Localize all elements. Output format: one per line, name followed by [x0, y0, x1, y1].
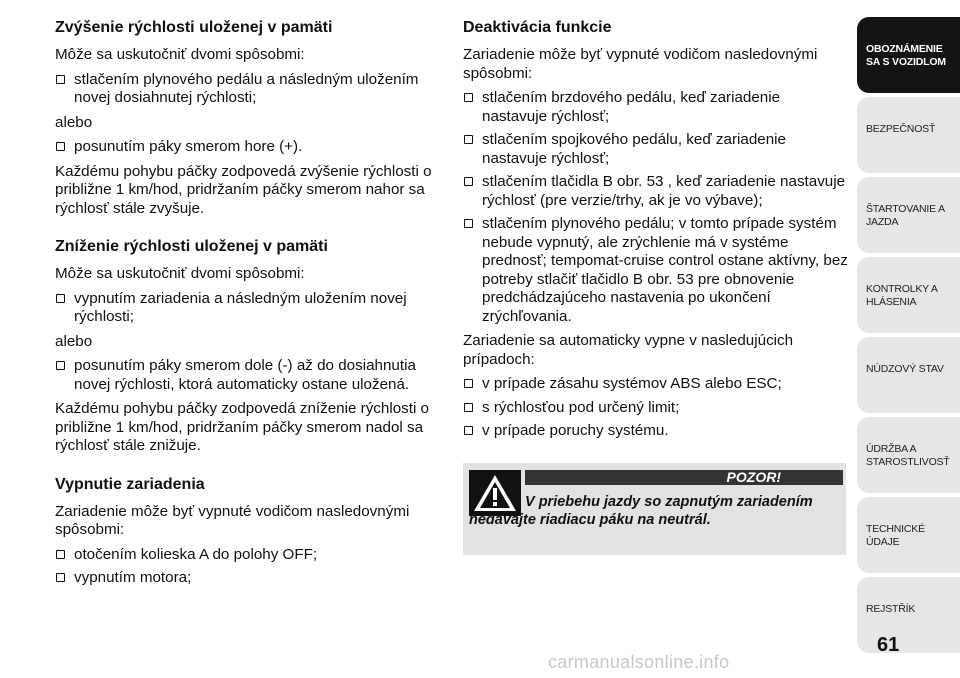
paragraph: Každému pohybu páčky zodpovedá zvýšenie rýchlosti o približne 1 km/hod, pridržaním páčky smerom nahor sa rýchlosť stále zvyšuje. — [55, 162, 432, 217]
list-item — [463, 131, 848, 168]
left-column — [55, 14, 440, 594]
chapter-tab-maintenance[interactable] — [857, 417, 960, 493]
paragraph: Môže sa uskutočniť dvomi spôsobmi: — [55, 265, 305, 282]
checkbox-bullet-icon — [56, 361, 65, 370]
list-item — [463, 89, 848, 126]
warning-text: V priebehu jazdy so zapnutým zariadením nedávajte riadiacu páku na neutrál. — [469, 493, 813, 528]
tab-label: BEZPEČNOSŤ — [866, 123, 936, 135]
checkbox-bullet-icon — [464, 379, 473, 388]
list-item-text: otočením kolieska A do polohy OFF; — [74, 545, 318, 563]
paragraph: Zariadenie môže byť vypnuté vodičom nasledovnými spôsobmi: — [55, 502, 410, 538]
bullet-list — [463, 89, 848, 326]
chapter-tab-technical-data[interactable] — [857, 497, 960, 573]
checkbox-bullet-icon — [464, 219, 473, 228]
list-item — [463, 399, 848, 418]
list-item — [55, 357, 440, 394]
checkbox-bullet-icon — [464, 177, 473, 186]
checkbox-bullet-icon — [56, 75, 65, 84]
tab-label: ŠTARTOVANIE A JAZDA — [866, 203, 945, 228]
list-item — [55, 569, 440, 588]
chapter-tabs — [857, 17, 960, 657]
chapter-tab-emergency[interactable] — [857, 337, 960, 413]
section-title: Deaktivácia funkcie — [463, 19, 612, 36]
warning-box — [463, 463, 846, 555]
chapter-tab-introduction[interactable] — [857, 17, 960, 93]
section-title: Vypnutie zariadenia — [55, 475, 205, 493]
list-item-text: s rýchlosťou pod určený limit; — [482, 398, 680, 416]
checkbox-bullet-icon — [464, 426, 473, 435]
bullet-list — [55, 546, 440, 588]
tab-label: ÚDRŽBA A STAROSTLIVOSŤ — [866, 443, 950, 468]
list-item — [55, 546, 440, 565]
paragraph: alebo — [55, 113, 93, 131]
paragraph: Zariadenie môže byť vypnuté vodičom nasledovnými spôsobmi: — [463, 46, 818, 82]
checkbox-bullet-icon — [464, 403, 473, 412]
section-title: Zníženie rýchlosti uloženej v pamäti — [55, 238, 328, 255]
tab-label: TECHNICKÉ ÚDAJE — [866, 523, 925, 548]
chapter-tab-safety[interactable] — [857, 97, 960, 173]
page-number: 61 — [877, 634, 900, 656]
tab-label: OBOZNÁMENIE SA S VOZIDLOM — [866, 43, 946, 68]
list-item-text: posunutím páky smerom dole (-) až do dosiahnutia novej rýchlosti, ktorá automaticky ostane uložená. — [74, 357, 416, 393]
checkbox-bullet-icon — [56, 142, 65, 151]
watermark: carmanualsonline.info — [548, 652, 730, 672]
bullet-list — [55, 290, 440, 327]
paragraph: Zariadenie sa automaticky vypne v nasledujúcich prípadoch: — [463, 332, 794, 368]
list-item — [463, 173, 848, 210]
list-item-text: v prípade poruchy systému. — [482, 422, 669, 439]
list-item — [463, 215, 848, 326]
list-item-text: posunutím páky smerom hore (+). — [74, 138, 303, 155]
checkbox-bullet-icon — [464, 93, 473, 102]
list-item — [55, 71, 440, 108]
bullet-list — [463, 375, 848, 441]
list-item-text: stlačením brzdového pedálu, keď zariadenie nastavuje rýchlosť; — [482, 89, 781, 125]
warning-title: POZOR! — [525, 470, 843, 485]
list-item — [55, 138, 440, 157]
tab-label: REJSTŘÍK — [866, 603, 916, 615]
paragraph: alebo — [55, 332, 93, 350]
chapter-tab-starting-driving[interactable] — [857, 177, 960, 253]
right-column — [463, 14, 848, 555]
bullet-list — [55, 71, 440, 108]
checkbox-bullet-icon — [56, 550, 65, 559]
list-item-text: v prípade zásahu systémov ABS alebo ESC; — [482, 375, 782, 392]
paragraph: Každému pohybu páčky zodpovedá zníženie rýchlosti o približne 1 km/hod, pridržaním páčky smerom nadol sa rýchlosť stále znižuje. — [55, 400, 430, 454]
tab-label: KONTROLKY A HLÁSENIA — [866, 283, 938, 308]
bullet-list — [55, 357, 440, 394]
list-item-text: stlačením plynového pedálu a následným uložením novej dosiahnutej rýchlosti; — [74, 70, 419, 106]
chapter-tab-index[interactable] — [857, 577, 960, 653]
tab-label: NÚDZOVÝ STAV — [866, 363, 944, 375]
checkbox-bullet-icon — [56, 294, 65, 303]
list-item-text: stlačením tlačidla B obr. 53 , keď zariadenie nastavuje rýchlosť (pre verzie/trhy, ak je vo výbave); — [482, 173, 846, 209]
section-title: Zvýšenie rýchlosti uloženej v pamäti — [55, 19, 333, 36]
list-item-text: vypnutím zariadenia a následným uložením novej rýchlosti; — [74, 289, 407, 325]
list-item — [55, 290, 440, 327]
chapter-tab-warning-lights[interactable] — [857, 257, 960, 333]
list-item — [463, 375, 848, 394]
list-item-text: stlačením spojkového pedálu, keď zariadenie nastavuje rýchlosť; — [482, 131, 786, 167]
list-item-text: stlačením plynového pedálu; v tomto prípade systém nebude vypnutý, ale zrýchlenie má v systéme prednosť; tempomat-cruise control ostane aktívny, bez potreby stlačiť tlačidlo B obr. 53 pre obnovenie predchádzajúceho nastavenia po ukončení zrýchľovania. — [482, 215, 848, 325]
list-item — [463, 422, 848, 441]
paragraph: Môže sa uskutočniť dvomi spôsobmi: — [55, 46, 305, 63]
bullet-list — [55, 138, 440, 157]
checkbox-bullet-icon — [56, 573, 65, 582]
list-item-text: vypnutím motora; — [74, 569, 192, 586]
checkbox-bullet-icon — [464, 135, 473, 144]
